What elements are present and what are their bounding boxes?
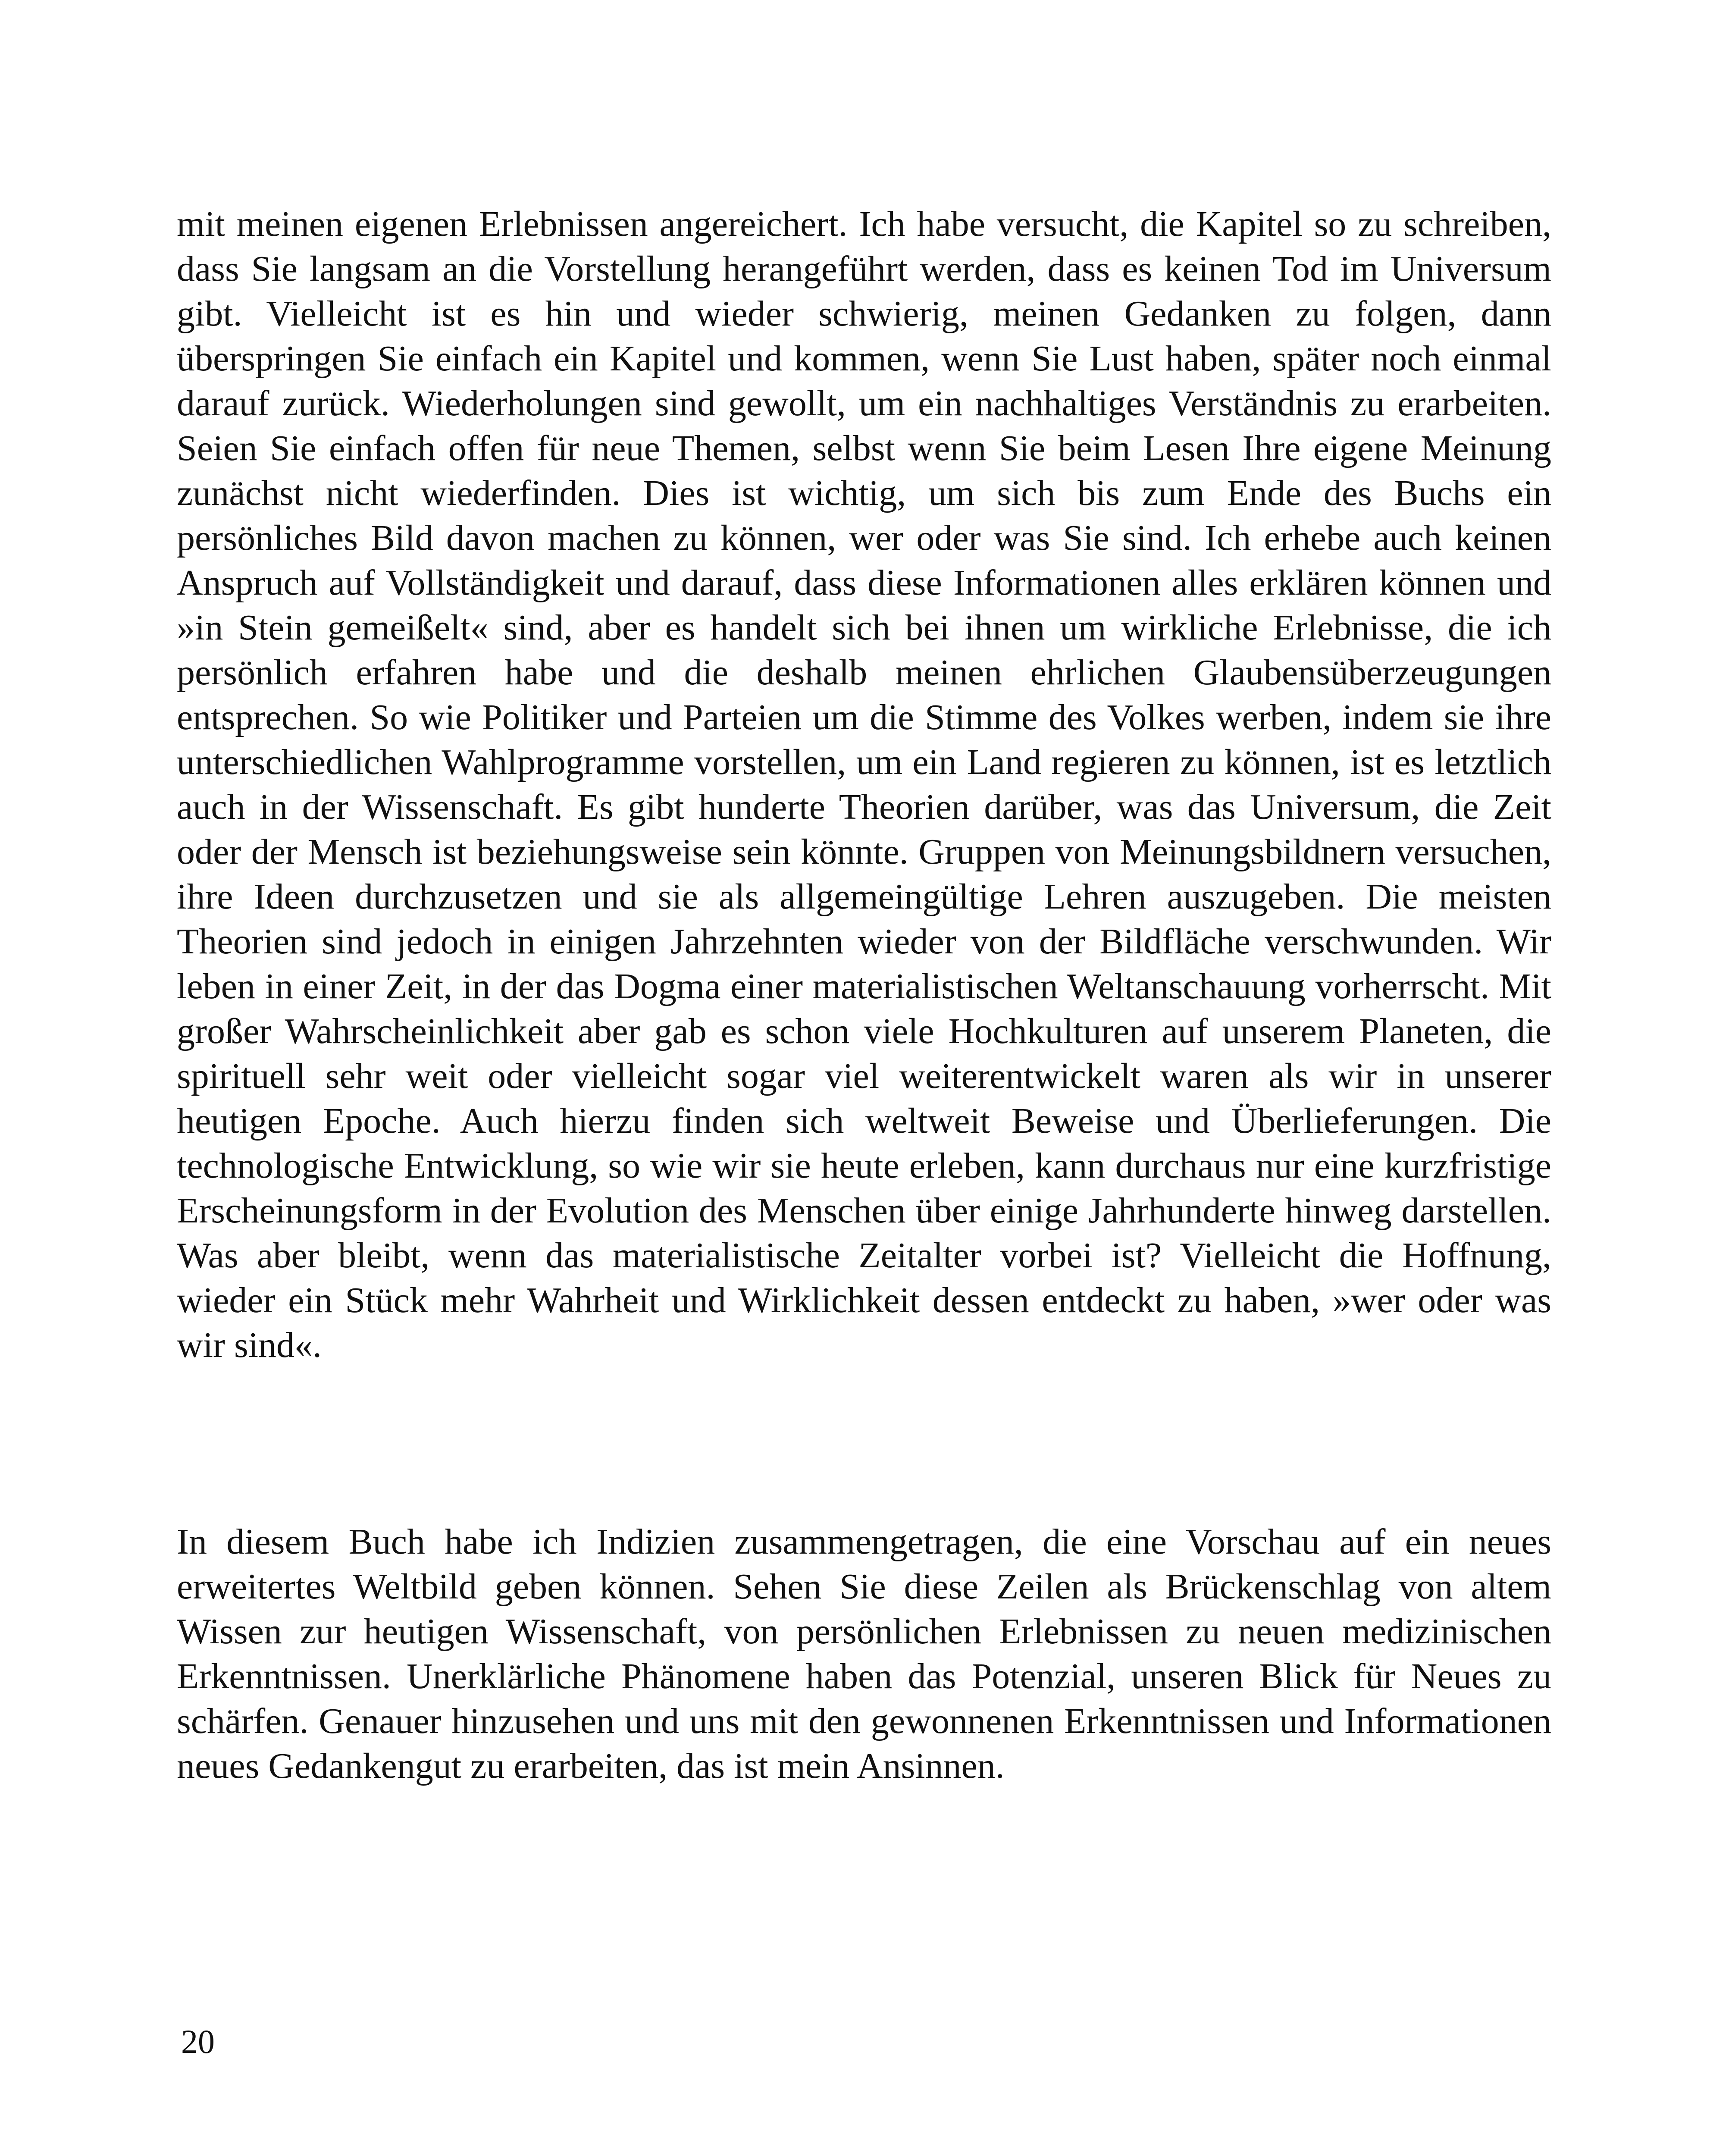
page-number: 20 xyxy=(181,2023,215,2060)
body-paragraph: mit meinen eigenen Erlebnissen angereichert. Ich habe versucht, die Kapitel so zu schreiben, dass Sie langsam an die Vorstellung herangeführt werden, dass es keinen Tod im Universum gibt. Vielleicht ist es hin und wieder schwierig, meinen Gedanken zu folgen, dann überspringen Sie einfach ein Kapitel und kommen, wenn Sie Lust haben, später noch einmal darauf zurück. Wiederholungen sind gewollt, um ein nachhaltiges Verständnis zu erarbeiten. Seien Sie einfach offen für neue Themen, selbst wenn Sie beim Lesen Ihre eigene Meinung zunächst nicht wiederfinden. Dies ist wichtig, um sich bis zum Ende des Buchs ein persönliches Bild davon machen zu können, wer oder was Sie sind. Ich erhebe auch keinen Anspruch auf Vollständigkeit und darauf, dass diese Informationen alles erklären können und »in Stein gemeißelt« sind, aber es handelt sich bei ihnen um wirkliche Erlebnisse, die ich persönlich erfahren habe und die deshalb meinen ehrlichen Glaubensüberzeugungen entsprechen. So wie Politiker und Parteien um die Stimme des Volkes werben, indem sie ihre unterschiedlichen Wahlprogramme vorstellen, um ein Land regieren zu können, ist es letztlich auch in der Wissenschaft. Es gibt hunderte Theorien darüber, was das Universum, die Zeit oder der Mensch ist beziehungsweise sein könnte. Gruppen von Meinungsbildnern versuchen, ihre Ideen durchzusetzen und sie als allgemeingültige Lehren auszugeben. Die meisten Theorien sind jedoch in einigen Jahrzehnten wieder von der Bildfläche verschwunden. Wir leben in einer Zeit, in der das Dogma einer materialistischen Weltanschauung vorherrscht. Mit großer Wahrscheinlichkeit aber gab es schon viele Hochkulturen auf unserem Planeten, die spirituell sehr weit oder vielleicht sogar viel weiterentwickelt waren als wir in unserer heutigen Epoche. Auch hierzu finden sich weltweit Beweise und Überlieferungen. Die technologische Entwicklung, so wie wir sie heute erleben, kann durchaus nur eine kurzfristige Erscheinungsform in der Evolution des Menschen über einige Jahrhunderte hinweg darstellen. Was aber bleibt, wenn das materialistische Zeitalter vorbei ist? Vielleicht die Hoffnung, wieder ein Stück mehr Wahrheit und Wirklichkeit dessen entdeckt zu haben, »wer oder was wir sind«. xyxy=(177,204,1551,1365)
body-paragraph: In diesem Buch habe ich Indizien zusammengetragen, die eine Vorschau auf ein neues erweitertes Weltbild geben können. Sehen Sie diese Zeilen als Brückenschlag von altem Wissen zur heutigen Wissenschaft, von persönlichen Erlebnissen zu neuen medizinischen Erkenntnissen. Unerklärliche Phänomene haben das Potenzial, unseren Blick für Neues zu schärfen. Genauer hinzusehen und uns mit den gewonnenen Erkenntnissen und Informationen neues Gedankengut zu erarbeiten, das ist mein Ansinnen. xyxy=(177,1522,1551,1786)
